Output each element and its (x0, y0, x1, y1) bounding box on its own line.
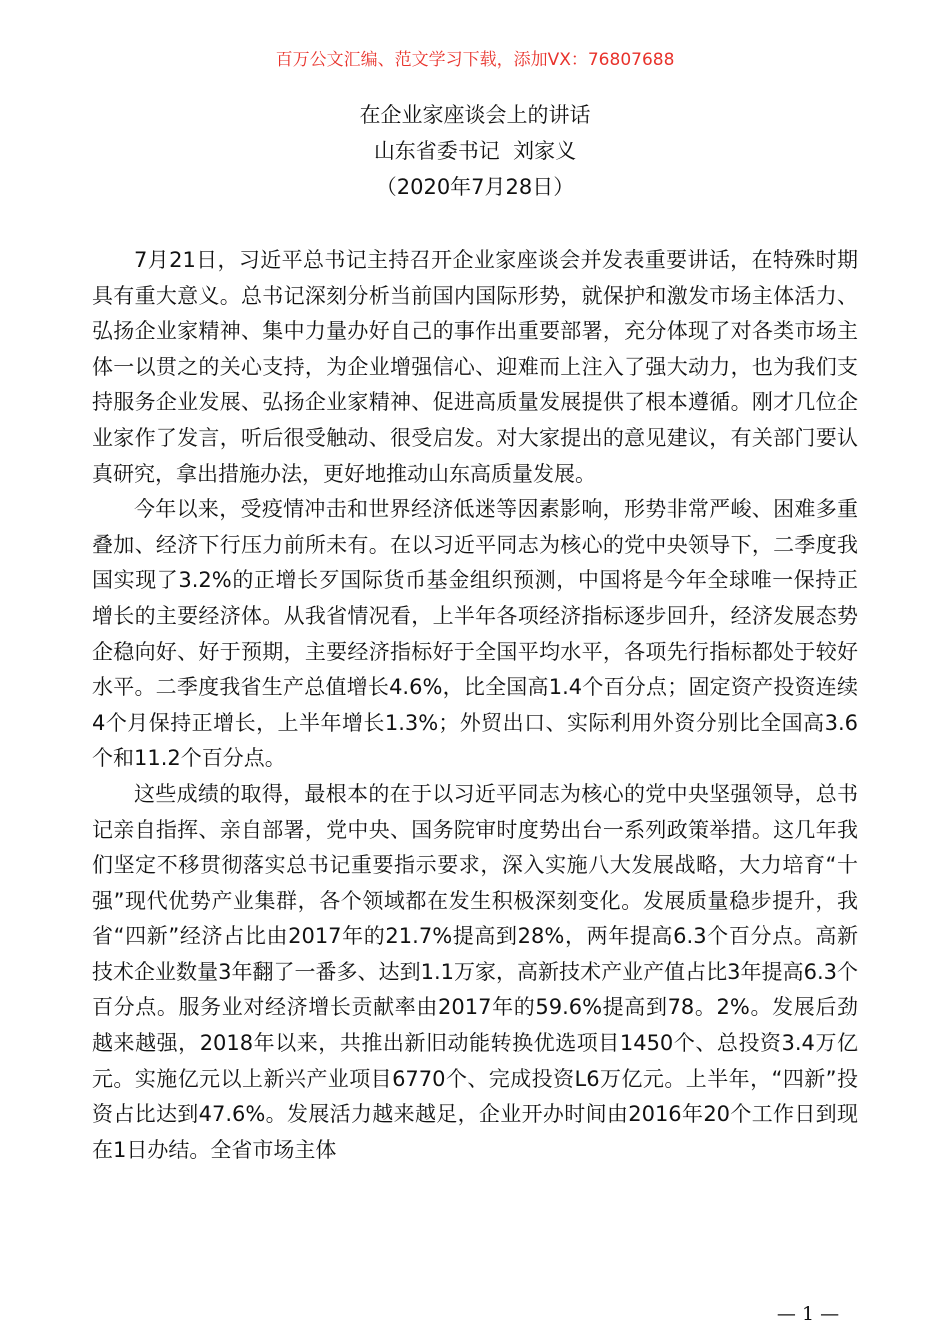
page-title: 在企业家座谈会上的讲话 (359, 103, 591, 127)
paragraph: 7月21日，习近平总书记主持召开企业家座谈会并发表重要讲话，在特殊时期具有重大意义。总书记深刻分析当前国内国际形势，就保护和激发市场主体活力、弘扬企业家精神、集中力量办好自己的事作出重要部署，充分体现了对各类市场主体一以贯之的关心支持，为企业增强信心、迎难而上注入了强大动力，也为我们支持服务企业发展、弘扬企业家精神、促进高质量发展提供了根本遵循。刚才几位企业家作了发言，听后很受触动、很受启发。对大家提出的意见建议，有关部门要认真研究，拿出措施办法，更好地推动山东高质量发展。 (92, 248, 858, 486)
header-note: 百万公文汇编、范文学习下载，添加VX：76807688 (275, 50, 675, 70)
speaker-line: 山东省委书记 刘家义 (373, 139, 577, 163)
page-number: — 1 — (776, 1303, 840, 1325)
date-line: （2020年7月28日） (375, 175, 575, 199)
paragraph: 这些成绩的取得，最根本的在于以习近平同志为核心的党中央坚强领导，总书记亲自指挥、亲自部署，党中央、国务院审时度势出台一系列政策举措。这几年我们坚定不移贯彻落实总书记重要指示要求，深入实施八大发展战略，大力培育“十强”现代优势产业集群，各个领域都在发生积极深刻变化。发展质量稳步提升，我省“四新”经济占比由2017年的21.7%提高到28%，两年提高6.3个百分点。高新技术企业数量3年翻了一番多、达到1.1万家，高新技术产业产值占比3年提高6.3个百分点。服务业对经济增长贡献率由2017年的59.6%提高到78。2%。发展后劲越来越强，2018年以来，共推出新旧动能转换优选项目1450个、总投资3.4万亿元。实施亿元以上新兴产业项目6770个、完成投资L6万亿元。上半年，“四新”投资占比达到47.6%。发展活力越来越足，企业开办时间由2016年20个工作日到现在1日办结。全省市场主体 (92, 781, 858, 1162)
title-block (0, 97, 950, 205)
paragraph: 今年以来，受疫情冲击和世界经济低迷等因素影响，形势非常严峻、困难多重叠加、经济下行压力前所未有。在以习近平同志为核心的党中央领导下，二季度我国实现了3.2%的正增长歹国际货币基金组织预测，中国将是今年全球唯一保持正增长的主要经济体。从我省情况看，上半年各项经济指标逐步回升，经济发展态势企稳向好、好于预期，主要经济指标好于全国平均水平，各项先行指标都处于较好水平。二季度我省生产总值增长4.6%，比全国高1.4个百分点；固定资产投资连续4个月保持正增长，上半年增长1.3%；外贸出口、实际利用外资分别比全国高3.6个和11.2个百分点。 (92, 497, 858, 771)
body-text (92, 243, 858, 1168)
